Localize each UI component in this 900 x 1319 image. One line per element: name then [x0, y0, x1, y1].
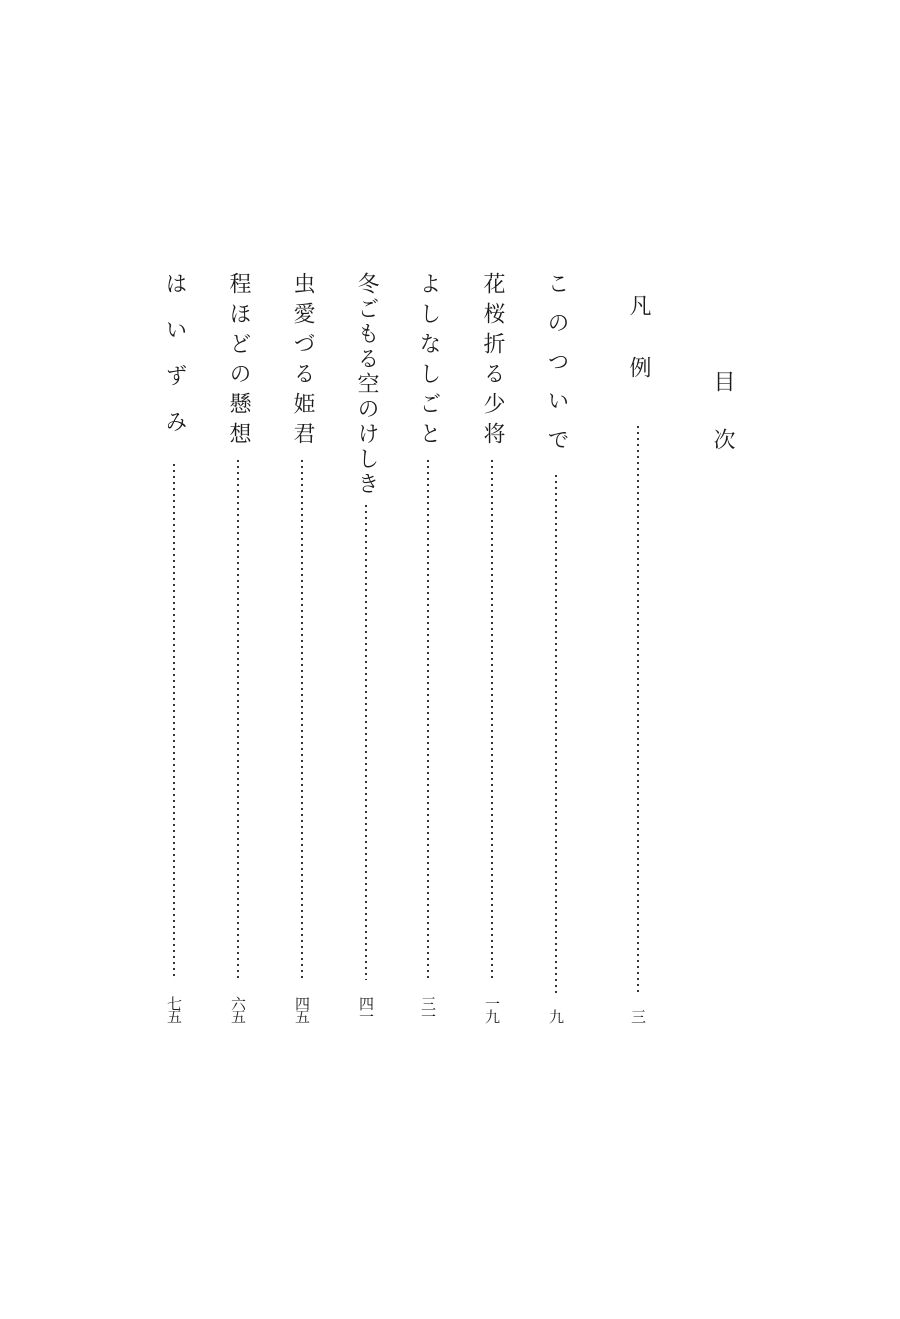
toc-entry-title: 花桜折る少将	[480, 272, 505, 452]
toc-entry-page: 九	[547, 1009, 565, 1022]
toc-entry-fuyugomoru[interactable]	[350, 272, 382, 1022]
toc-entry-haizumi[interactable]	[158, 272, 190, 1022]
toc-heading: 目次	[710, 370, 735, 486]
toc-entry-page: 三	[629, 1009, 647, 1022]
dotted-leader	[637, 424, 639, 993]
toc-entry-title: よしなしごと	[416, 272, 441, 452]
toc-entry-title: 程ほどの懸想	[226, 272, 251, 452]
toc-entry-hanazakura[interactable]	[476, 272, 508, 1022]
dotted-leader	[427, 458, 429, 980]
dotted-leader	[301, 458, 303, 980]
dotted-leader	[173, 462, 175, 980]
toc-entry-yoshinashigoto[interactable]	[412, 272, 444, 1022]
dotted-leader	[365, 503, 367, 980]
toc-entry-kono-tsuide[interactable]	[540, 272, 572, 1022]
toc-entry-page: 一九	[483, 996, 501, 1022]
toc-entry-page: 七五	[165, 996, 183, 1022]
toc-entry-page: 三一	[419, 996, 437, 1022]
toc-entry-title: このついで	[544, 272, 569, 467]
toc-entry-page: 四一	[357, 996, 375, 1022]
toc-entry-title: 凡例	[626, 294, 651, 418]
dotted-leader	[237, 458, 239, 980]
toc-entry-page: 六五	[229, 996, 247, 1022]
dotted-leader	[491, 458, 493, 980]
dotted-leader	[555, 473, 557, 993]
toc-entry-hodohodo[interactable]	[222, 272, 254, 1022]
toc-entry-title: はいずみ	[162, 272, 187, 456]
toc-entry-title: 虫愛づる姫君	[290, 272, 315, 452]
toc-entry-hanrei[interactable]	[622, 272, 654, 1022]
toc-entry-mushimezuru[interactable]	[286, 272, 318, 1022]
toc-entry-title: 冬ごもる空のけしき	[354, 272, 379, 497]
toc-entry-page: 四五	[293, 996, 311, 1022]
